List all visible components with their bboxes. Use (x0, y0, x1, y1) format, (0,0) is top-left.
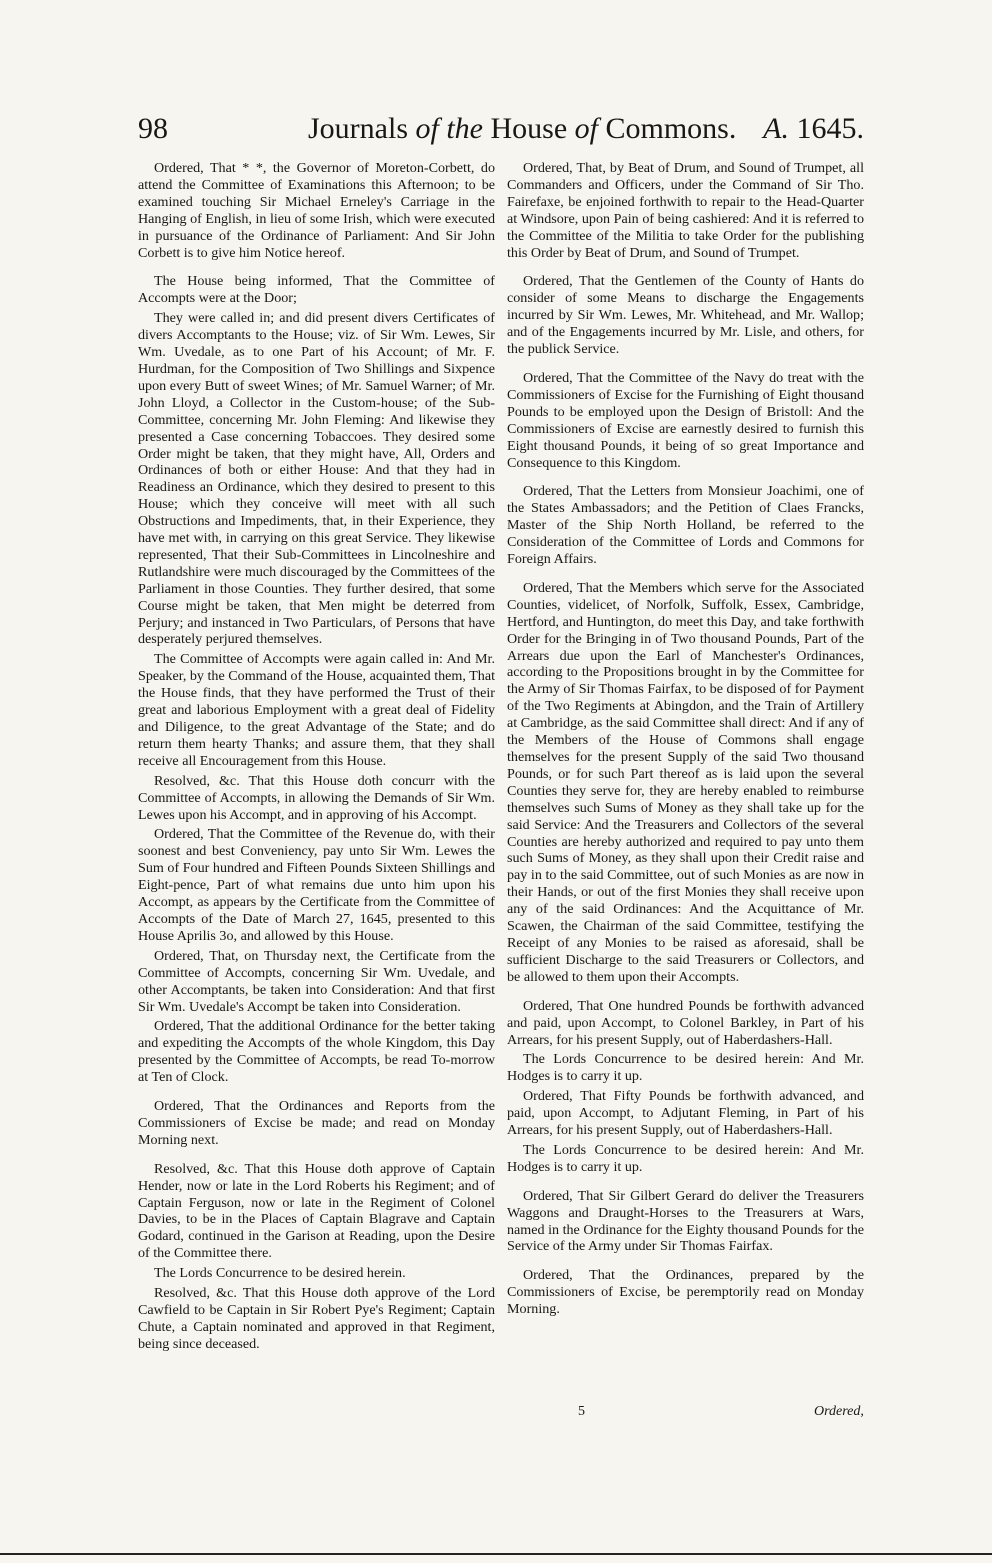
entry-paragraph: Ordered, That the Ordinances, prepared by the Commissioners of Excise, be peremptorily read on Monday Morning. (507, 1267, 864, 1318)
entry-paragraph: Ordered, That, by Beat of Drum, and Sound of Trumpet, all Commanders and Officers, under the Command of Sir Tho. Fairefaxe, be enjoined forthwith to repair to the Head-Quarter at Windsore, upon Pain of being cashiered: And it is referred to the Committee of the Militia to take Order for the publishing this Order by Beat of Drum, and Sound of Trumpet. (507, 160, 864, 261)
entry-paragraph: Ordered, That, on Thursday next, the Certificate from the Committee of Accompts, concerning Sir Wm. Uvedale, and other Accomptants, be taken into Consideration: And that first Sir Wm. Uvedale's Accompt be taken into Consideration. (138, 947, 495, 1015)
right-column (507, 160, 864, 1318)
left-column (138, 160, 495, 1353)
entry-paragraph: Ordered, That the Gentlemen of the County of Hants do consider of some Means to discharge the Engagements incurred by Sir Wm. Lewes, Mr. Whitehead, and Mr. Wallop; and of the Engagements incurred by Mr. Lisle, and others, for the publick Service. (507, 273, 864, 358)
entry-paragraph: Ordered, That One hundred Pounds be forthwith advanced and paid, upon Accompt, to Colonel Barkley, in Part of his Arrears, for his present Supply, out of Haberdashers-Hall. (507, 997, 864, 1048)
entry-paragraph: Resolved, &c. That this House doth concurr with the Committee of Accompts, in allowing the Demands of Sir Wm. Lewes upon his Accompt, and in approving of his Accompt. (138, 772, 495, 823)
entry-paragraph: The Committee of Accompts were again called in: And Mr. Speaker, by the Command of the House, acquainted them, That the House finds, that they have performed the Trust of their great and laborious Employment with a great deal of Fidelity and Diligence, to the great Advantage of the State; and do return them hearty Thanks; and assure them, that they shall receive all Encouragement from this House. (138, 651, 495, 769)
header-year: A. 1645. (763, 112, 864, 145)
running-title: Journals of the House of Commons. (308, 112, 737, 145)
entry-paragraph: Resolved, &c. That this House doth approve of Captain Hender, now or late in the Lord Roberts his Regiment; and of Captain Ferguson, now or late in the Regiment of Colonel Davies, to be in the Places of Captain Blagrave and Captain Godard, continued in the Garison at Reading, upon the Desire of the Committee there. (138, 1160, 495, 1262)
entry-paragraph: Ordered, That the Committee of the Navy do treat with the Commissioners of Excise for the Furnishing of Eight thousand Pounds to be employed upon the Design of Bristoll: And the Commissioners of Excise are earnestly desired to furnish this Eight thousand Pounds, it being of so great Importance and Consequence to this Kingdom. (507, 369, 864, 471)
entry-paragraph: Ordered, That the Letters from Monsieur Joachimi, one of the States Ambassadors; and the Petition of Claes Francks, Master of the Ship North Holland, be referred to the Consideration of the Committee of Lords and Commons for Foreign Affairs. (507, 483, 864, 568)
entry-paragraph: The House being informed, That the Committee of Accompts were at the Door; (138, 273, 495, 307)
entry-paragraph: Resolved, &c. That this House doth approve of the Lord Cawfield to be Captain in Sir Robert Pye's Regiment; Captain Chute, a Captain nominated and approved in that Regiment, being since deceased. (138, 1285, 495, 1352)
entry-paragraph: The Lords Concurrence to be desired herein: And Mr. Hodges is to carry it up. (507, 1141, 864, 1175)
entry-paragraph: They were called in; and did present divers Certificates of divers Accomptants to the House; viz. of Sir Wm. Lewes, Sir Wm. Uvedale, as to one Part of his Account; of Mr. F. Hurdman, for the Composition of Two Shillings and Sixpence upon every Butt of sweet Wines; of Mr. Samuel Warner; of Mr. John Lloyd, a Collector in the Custom-house; of the Sub-Committee, concerning Mr. John Fleming: And likewise they presented a Case concerning Tobaccoes. They desired some Order might be taken, that they might have, All, Orders and Ordinances of both or either House: And that they had in Readiness an Ordinance, which they desired to present to this House; which they conceive will meet with all such Obstructions and Impediments, that, in their Experience, they have met with, in carrying on this great Service. They likewise represented, That their Sub-Committees in Lincolneshire and Rutlandshire were much discouraged by the Committees of the Parliament in those Counties. They further desired, that some Course might be taken, that Men might be deterred from Perjury; and instanced in Two Particulars, of Persons that have desperately perjured themselves. (138, 310, 495, 648)
entry-paragraph: Ordered, That the Committee of the Revenue do, with their soonest and best Conveniency, pay unto Sir Wm. Lewes the Sum of Four hundred and Fifteen Pounds Sixteen Shillings and Eight-pence, Part of what remains due unto him upon his Accompt, as appears by the Certificate from the Committee of Accompts of the Date of March 27, 1645, presented to this House Aprilis 3o, and allowed by this House. (138, 826, 495, 944)
entry-paragraph: Ordered, That the Ordinances and Reports from the Commissioners of Excise be made; and read on Monday Morning next. (138, 1098, 495, 1148)
entry-paragraph: Ordered, That the additional Ordinance for the better taking and expediting the Accompts of the whole Kingdom, this Day presented by the Committee of Accompts, be read To-morrow at Ten of Clock. (138, 1018, 495, 1086)
entry-paragraph: The Lords Concurrence to be desired herein: And Mr. Hodges is to carry it up. (507, 1051, 864, 1085)
entry-paragraph: Ordered, That Fifty Pounds be forthwith advanced, and paid, upon Accompt, to Adjutant Fleming, in Part of his Arrears, for his present Supply, out of Haberdashers-Hall. (507, 1088, 864, 1139)
entry-paragraph: Ordered, That * *, the Governor of Moreton-Corbett, do attend the Committee of Examinations this Afternoon; to be examined touching Sir Michael Erneley's Carriage in the Hanging of English, in lieu of some Irish, which were executed in pursuance of the Ordinance of Parliament: And Sir John Corbett is to give him Notice hereof. (138, 160, 495, 261)
catchword: Ordered, (814, 1404, 864, 1419)
entry-paragraph: Ordered, That Sir Gilbert Gerard do deliver the Treasurers Waggons and Draught-Horses to the Treasurers at Wars, named in the Ordinance for the Eighty thousand Pounds for the Service of the Army under Sir Thomas Fairfax. (507, 1187, 864, 1255)
entry-paragraph: Ordered, That the Members which serve for the Associated Counties, videlicet, of Norfolk, Suffolk, Essex, Cambridge, Hertford, and Huntington, do meet this Day, and take forthwith Order for the Bringing in of Two thousand Pounds, Part of the Arrears due upon the Earl of Manchester's Ordinances, according to the Propositions brought in by the Committee for the Army of Sir Thomas Fairfax, to be disposed of for Payment of the Two Regiments at Abingdon, and the Train of Artillery at Cambridge, as the said Committee shall direct: And if any of the Members of the House of Commons shall engage themselves for the present Supply of the said Two thousand Pounds, or for such Part thereof as is laid upon the several Counties they serve for, they are hereby enabled to reimburse themselves such Sums of Money as they shall take up for the said Service: And the Treasurers and Collectors of the several Counties are hereby authorized and required to pay unto them such Sums of Money, as they shall upon their Credit raise and pay in to the said Committee, out of such Monies as are now in their Hands, or out of the first Monies they shall receive upon any of the said Ordinances: And the Acquittance of Mr. Scawen, the Chairman of the said Committee, testifying the Receipt of any Monies to be raised as aforesaid, shall be sufficient Discharge to the said Treasurers or Collectors, and be allowed to them upon their Accompts. (507, 579, 864, 985)
signature-mark: 5 (578, 1404, 585, 1419)
page-bottom-edge (0, 1553, 992, 1555)
entry-paragraph: The Lords Concurrence to be desired herein. (154, 1265, 406, 1282)
page-number: 98 (138, 112, 168, 145)
page-header (138, 108, 864, 156)
